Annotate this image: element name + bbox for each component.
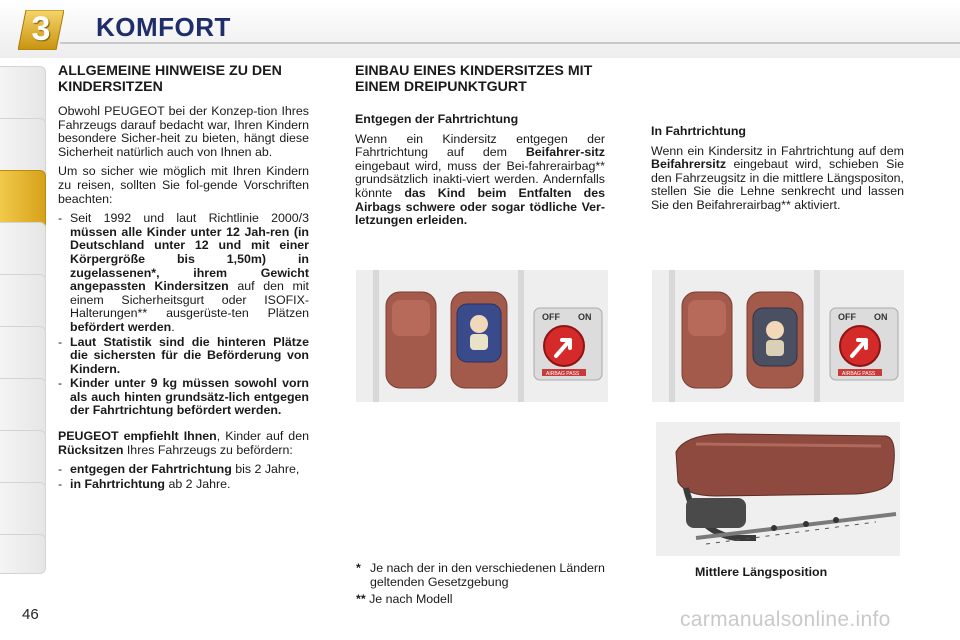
rules-list (58, 212, 309, 418)
footnote-1: * Je nach der in den verschiedenen Ländern geltenden Gesetzgebung (356, 561, 605, 589)
list-item: - entgegen der Fahrtrichtung bis 2 Jahre, (58, 463, 309, 477)
airbag-plate-label: AIRBAG PASS (842, 371, 876, 377)
age-list (58, 463, 309, 491)
chapter-tab-9[interactable] (0, 482, 46, 542)
chapter-tab-8[interactable] (0, 430, 46, 490)
chapter-tab-4[interactable] (0, 222, 46, 282)
figure-caption: Mittlere Längsposition (695, 565, 828, 579)
list-item: - Kinder unter 9 kg müssen sowohl vorn als auch hinten grundsätz-lich entgegen der Fahrtrichtung befördert werden. (58, 377, 309, 418)
forward-facing-illustration (652, 270, 904, 402)
general-notes-heading: ALLGEMEINE HINWEISE ZU DEN KINDERSITZEN (58, 63, 282, 95)
list-item: - in Fahrtrichtung ab 2 Jahre. (58, 478, 309, 492)
switch-on-label: ON (578, 312, 592, 322)
chapter-tab-2[interactable] (0, 118, 46, 178)
chapter-tab-5[interactable] (0, 274, 46, 334)
list-item: - Laut Statistik sind die hinteren Plätze die sichersten für die Beförderung von Kindern. (58, 336, 309, 377)
forward-facing-subheading: In Fahrtrichtung (651, 124, 746, 138)
chapter-number: 3 (31, 10, 51, 48)
airbag-plate-label: AIRBAG PASS (546, 371, 580, 377)
chapter-tab-10[interactable] (0, 534, 46, 574)
forward-facing-text: Wenn ein Kindersitz in Fahrtrichtung auf dem Beifahrersitz eingebaut wird, schieben Sie den Fahrzeugsitz in die mittlere Längspositon, stellen Sie die Lehne senkrecht und lassen Sie den Beifahrerairbag** aktiviert. (651, 143, 904, 212)
intro-paragraph: Obwohl PEUGEOT bei der Konzep-tion Ihres Fahrzeugs darauf bedacht war, Ihren Kindern besondere Sicher-heit zu bieten, hängt diese Sicherheit natürlich auch von Ihnen ab. (58, 104, 309, 159)
chapter-tab-7[interactable] (0, 378, 46, 438)
footnote-2: ** Je nach Modell (356, 592, 453, 606)
rear-facing-illustration (356, 270, 608, 402)
page-title: KOMFORT (96, 12, 231, 42)
page-number: 46 (22, 606, 39, 623)
seat-rail-illustration (656, 422, 900, 556)
chapter-tab-3-active[interactable] (0, 170, 46, 230)
chapter-tab-1[interactable] (0, 66, 46, 126)
left-column (58, 64, 309, 492)
middle-column (355, 64, 605, 234)
right-column (651, 125, 904, 219)
list-item: - Seit 1992 und laut Richtlinie 2000/3 müssen alle Kinder unter 12 Jah-ren (in Deutschland unter 12 und mit einer Körpergröße bis 1,50m) in zugelassenen*, ihrem Gewicht angepassten Kindersitzen auf den mit einem Sicherheitsgurt oder ISOFIX-Halterungen** ausgerüste-ten Plätzen befördert werden. (58, 212, 309, 334)
rear-facing-subheading: Entgegen der Fahrtrichtung (355, 112, 519, 126)
chapter-tab-6[interactable] (0, 326, 46, 386)
watermark: carmanualsonline.info (680, 608, 891, 631)
switch-off-label: OFF (838, 312, 856, 322)
rules-intro-paragraph: Um so sicher wie möglich mit Ihren Kindern zu reisen, sollten Sie fol-gende Vorschriften beachten: (58, 164, 309, 206)
rear-facing-text: Wenn ein Kindersitz entgegen der Fahrtrichtung auf dem Beifahrer-sitz eingebaut wird, muss der Bei-fahrerairbag** grundsätzlich inakti-viert werden. Andernfalls könnte das Kind beim Entfalten des Airbags schwere oder sogar tödliche Ver-letzungen erleiden. (355, 131, 605, 228)
switch-off-label: OFF (542, 312, 560, 322)
installation-heading: EINBAU EINES KINDERSITZES MIT EINEM DREIPUNKTGURT (355, 63, 593, 95)
recommendation-paragraph: PEUGEOT empfiehlt Ihnen, Kinder auf den Rücksitzen Ihres Fahrzeugs zu befördern: (58, 429, 309, 457)
switch-on-label: ON (874, 312, 888, 322)
